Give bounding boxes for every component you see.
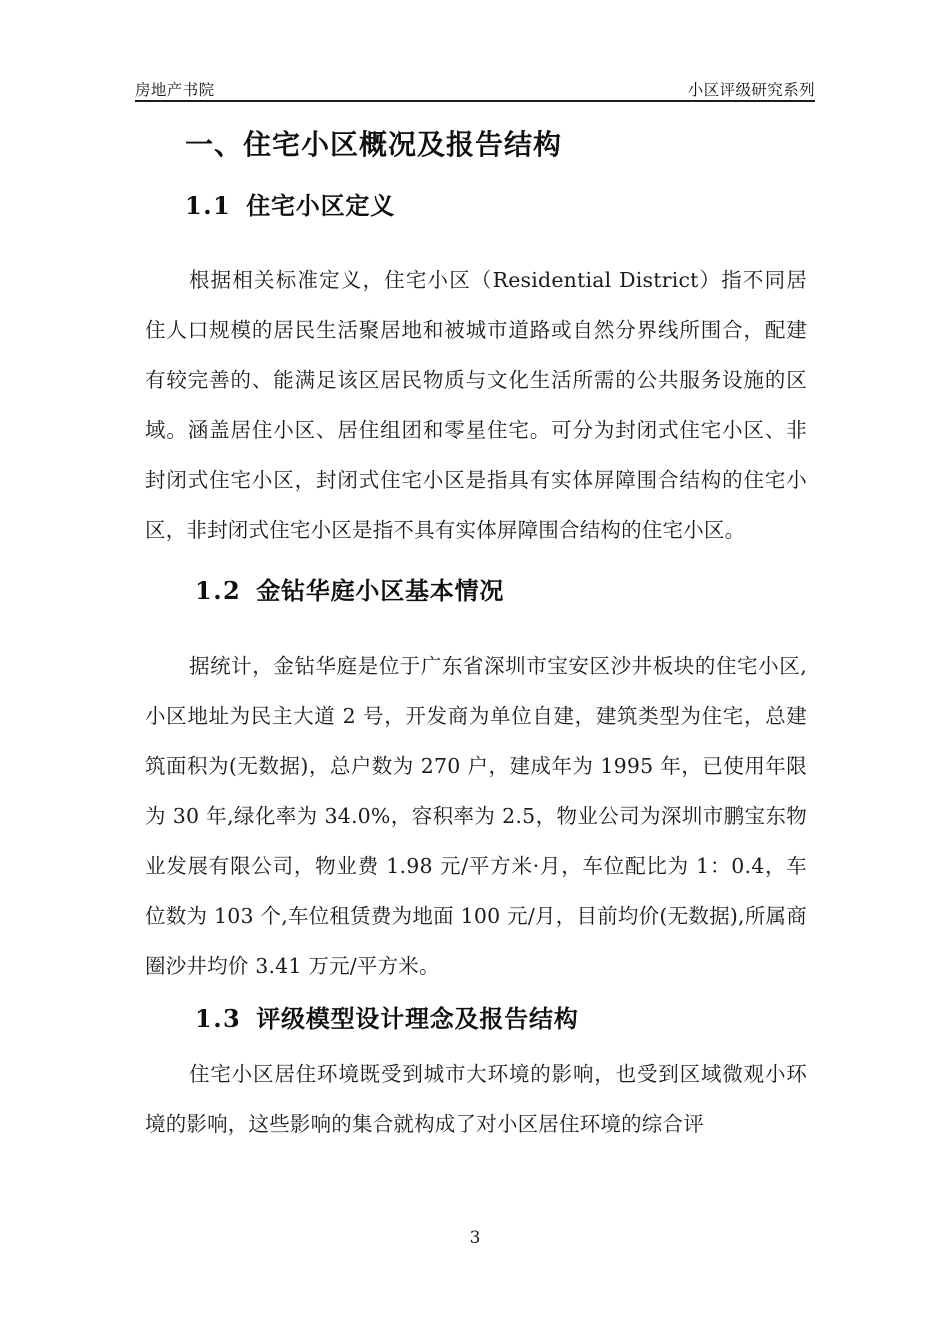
header-left-text: 房地产书院	[135, 81, 215, 99]
page-number: 3	[469, 1228, 481, 1248]
subsection-title: 评级模型设计理念及报告结构	[256, 1006, 579, 1034]
subsection-number: 1.3	[195, 1004, 242, 1034]
spacer	[145, 607, 807, 641]
paragraph-rating-model: 住宅小区居住环境既受到城市大环境的影响，也受到区域微观小环境的影响，这些影响的集合就构成了对小区居住环境的综合评	[145, 1061, 807, 1136]
subsection-heading-1-2	[145, 577, 807, 607]
subsection-number: 1.2	[195, 576, 242, 606]
spacer	[145, 221, 807, 255]
subsection-heading-1-1	[145, 192, 807, 222]
paragraph-definition: 根据相关标准定义，住宅小区（Residential District）指不同居住人口规模的居民生活聚居地和被城市道路或自然分界线所围合，配建有较完善的、能满足该区居民物质与文化生活所需的公共服务设施的区域。涵盖居住小区、居住组团和零星住宅。可分为封闭式住宅小区、非封闭式住宅小区，封闭式住宅小区是指具有实体屏障围合结构的住宅小区，非封闭式住宅小区是指不具有实体屏障围合结构的住宅小区。	[145, 268, 807, 543]
page-title: 一、住宅小区概况及报告结构	[185, 129, 563, 160]
subsection-title: 金钻华庭小区基本情况	[256, 578, 505, 606]
running-header	[135, 68, 815, 102]
paragraph-community-facts: 据统计，金钻华庭是位于广东省深圳市宝安区沙井板块的住宅小区,小区地址为民主大道 2 号，开发商为单位自建，建筑类型为住宅，总建筑面积为(无数据)，总户数为 270 户，建成年为 1995 年，已使用年限为 30 年,绿化率为 34.0%，容积率为 2.5，物业公司为深圳市鹏宝东物业发展有限公司，物业费 1.98 元/平方米·月，车位配比为 1：0.4，车位数为 103 个,车位租赁费为地面 100 元/月，目前均价(无数据),所属商圈沙井均价 3.41 万元/平方米。	[145, 654, 807, 979]
spacer	[145, 555, 807, 577]
spacer	[145, 162, 807, 192]
subsection-heading-1-3	[145, 1005, 807, 1035]
spacer	[145, 991, 807, 1005]
subsection-title: 住宅小区定义	[246, 192, 396, 220]
spacer	[145, 1035, 807, 1049]
subsection-number: 1.1	[185, 190, 232, 220]
header-right-text: 小区评级研究系列	[687, 81, 815, 99]
document-content	[145, 128, 807, 1149]
